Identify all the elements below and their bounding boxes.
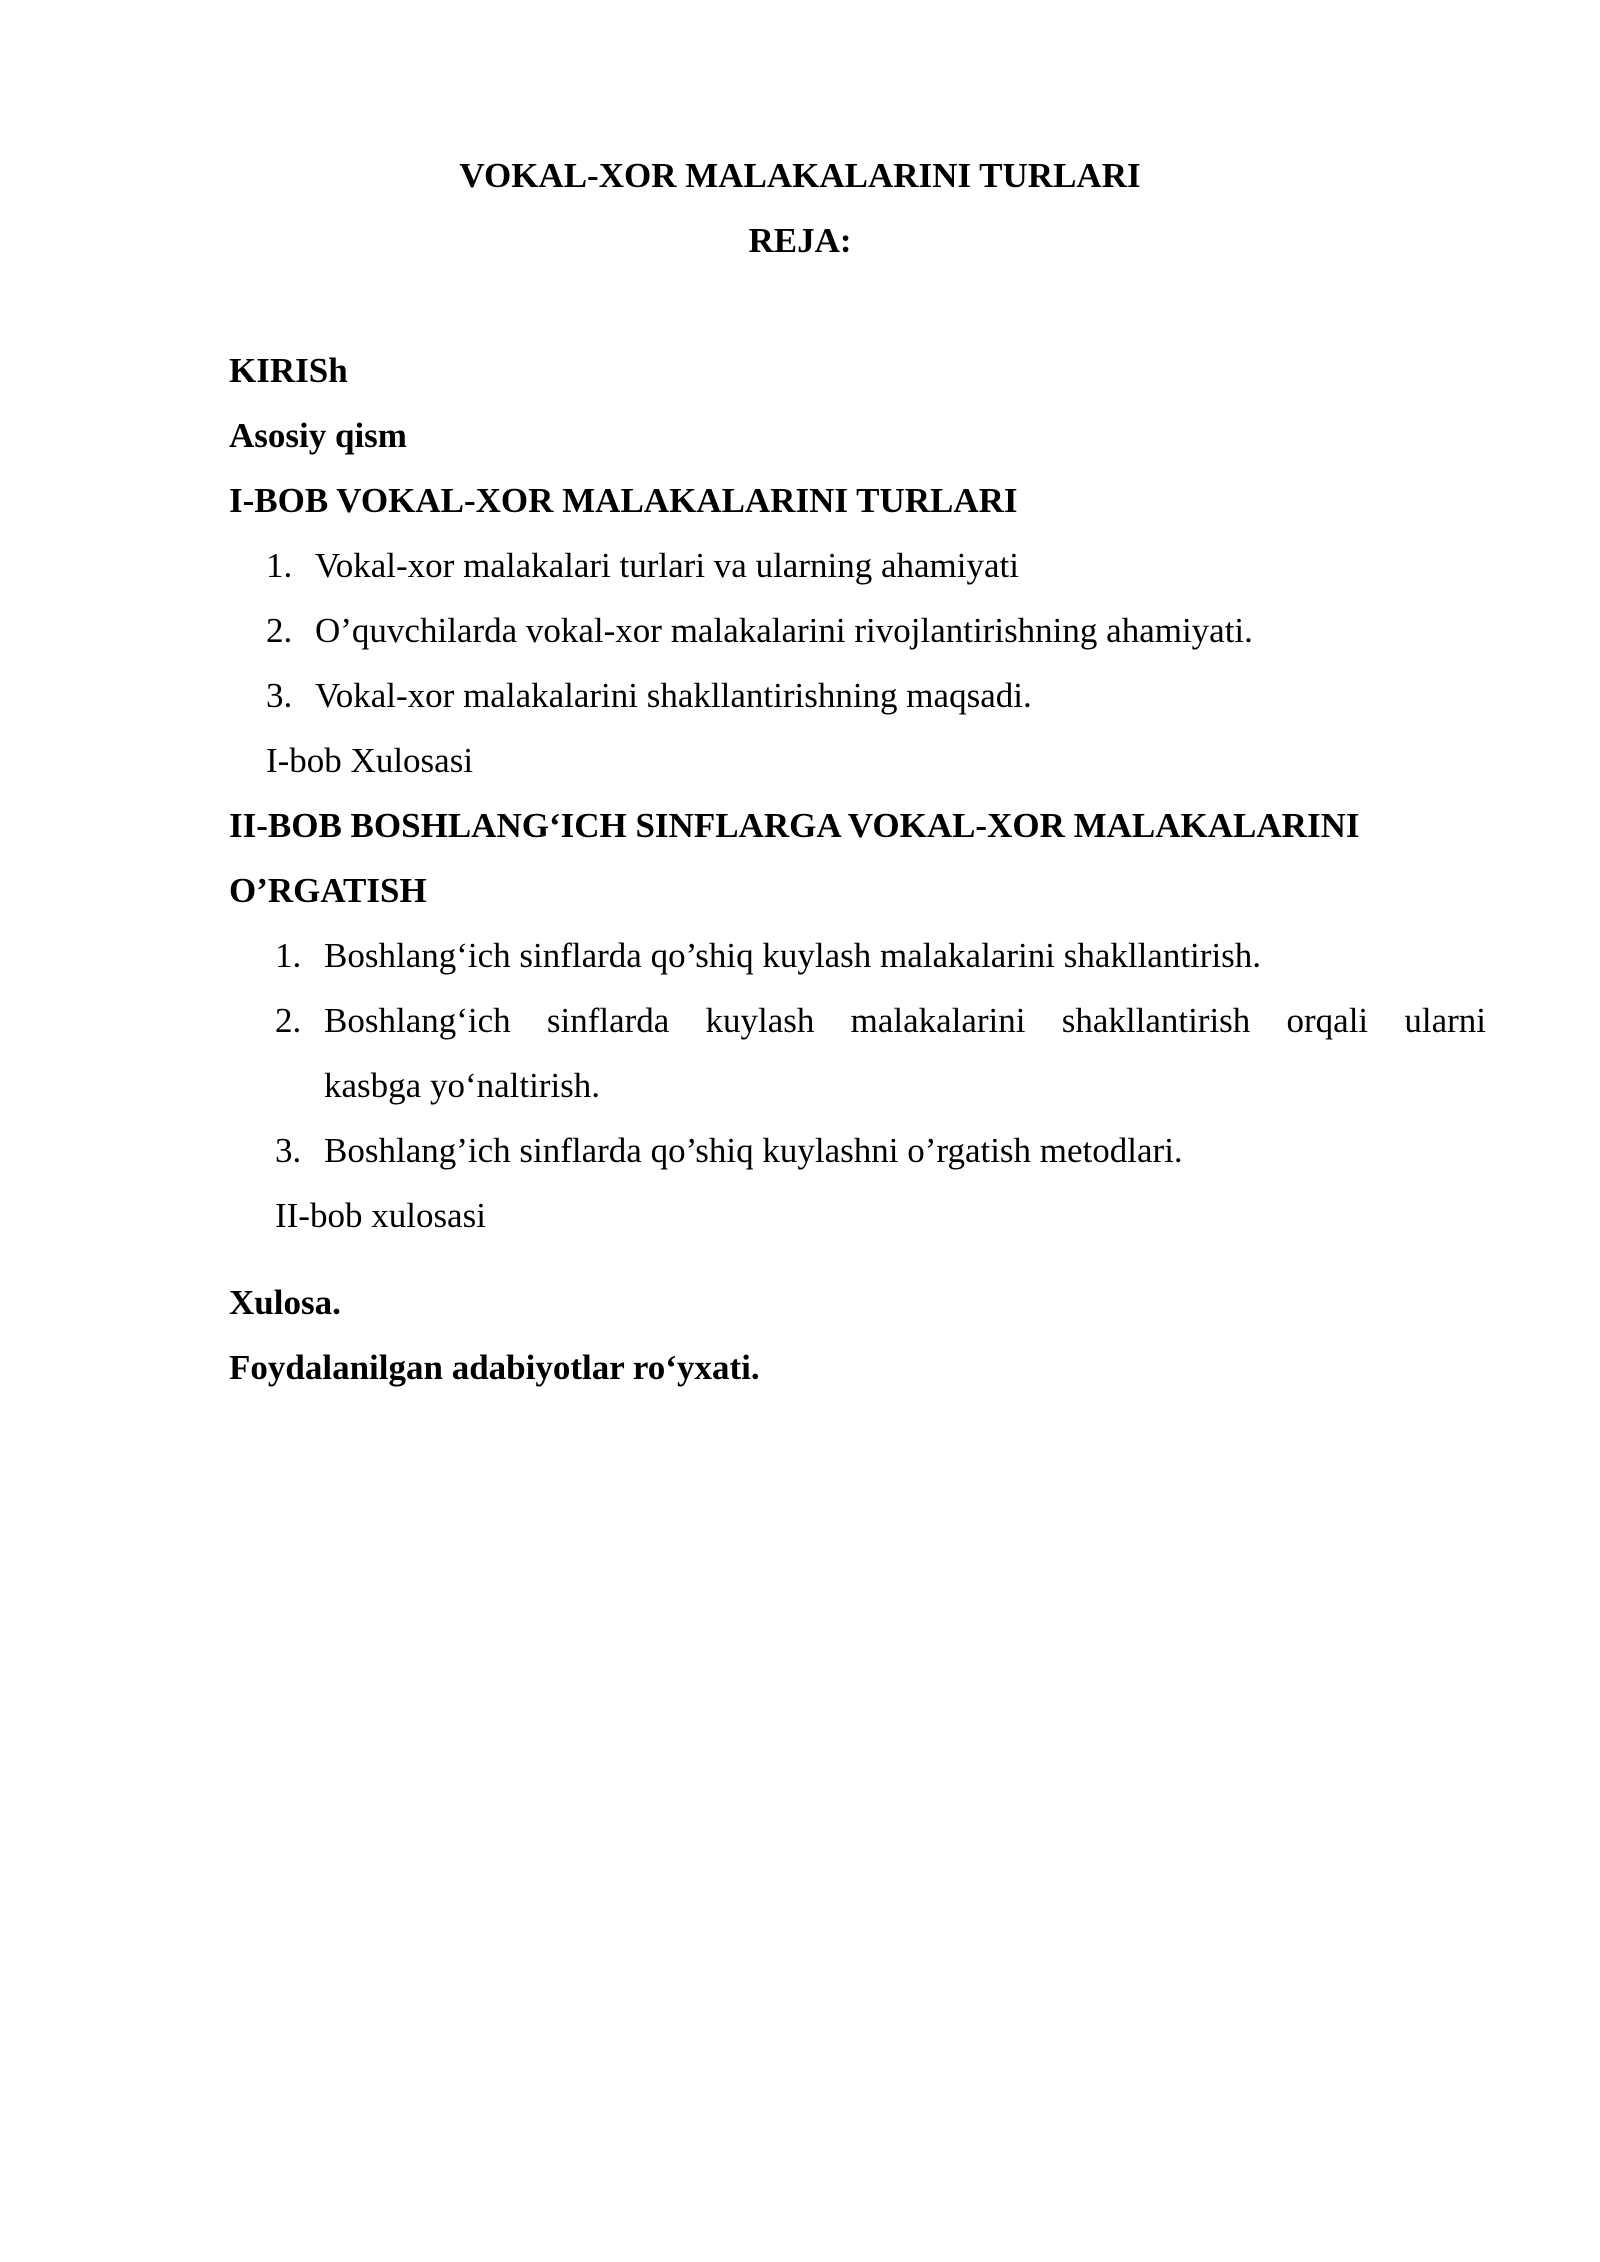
document-title: VOKAL-XOR MALAKALARINI TURLARI [459,156,1141,195]
toc-chapter1-summary: I-bob Xulosasi [266,741,474,780]
toc-word: shakllantirish [1061,1001,1251,1040]
toc-chapter2-item-1: Boshlang‘ich sinflarda qo’shiq kuylash malakalarini shakllantirish. [324,936,1262,975]
toc-word: sinflarda [546,1001,670,1040]
plan-heading: REJA: [748,221,852,260]
toc-word: orqali [1286,1001,1369,1040]
toc-word: malakalarini [850,1001,1026,1040]
toc-chapter2-item-2-line1 [324,999,1486,1043]
toc-word: ularni [1404,1001,1486,1040]
toc-chapter1-item-2-number: 2. [266,611,293,650]
toc-chapter1-item-1: Vokal-xor malakalari turlari va ularning ahamiyati [315,546,1019,585]
toc-chapter1-item-1-number: 1. [266,546,293,585]
toc-chapter2-heading-line2: O’RGATISH [229,871,427,910]
toc-chapter2-item-2-line2: kasbga yo‘naltirish. [324,1066,601,1105]
toc-word: kuylash [705,1001,815,1040]
toc-chapter2-item-3: Boshlang’ich sinflarda qo’shiq kuylashni o’rgatish metodlari. [324,1131,1183,1170]
toc-chapter2-summary: II-bob xulosasi [275,1196,486,1235]
toc-intro: KIRISh [229,351,348,390]
toc-chapter1-item-2: O’quvchilarda vokal-xor malakalarini rivojlantirishning ahamiyati. [315,611,1253,650]
toc-conclusion: Xulosa. [229,1283,341,1322]
toc-chapter2-item-2-number: 2. [275,1001,302,1040]
toc-chapter2-heading-line1: II-BOB BOSHLANG‘ICH SINFLARGA VOKAL-XOR MALAKALARINI [229,806,1360,845]
toc-chapter2-item-1-number: 1. [275,936,302,975]
toc-chapter1-item-3: Vokal-xor malakalarini shakllantirishning maqsadi. [315,676,1032,715]
toc-main-part: Asosiy qism [229,416,407,455]
toc-chapter1-heading: I-BOB VOKAL-XOR MALAKALARINI TURLARI [229,481,1018,520]
toc-chapter2-item-3-number: 3. [275,1131,302,1170]
toc-word: Boshlang‘ich [324,1001,511,1040]
toc-chapter1-item-3-number: 3. [266,676,293,715]
toc-references: Foydalanilgan adabiyotlar ro‘yxati. [229,1348,760,1387]
